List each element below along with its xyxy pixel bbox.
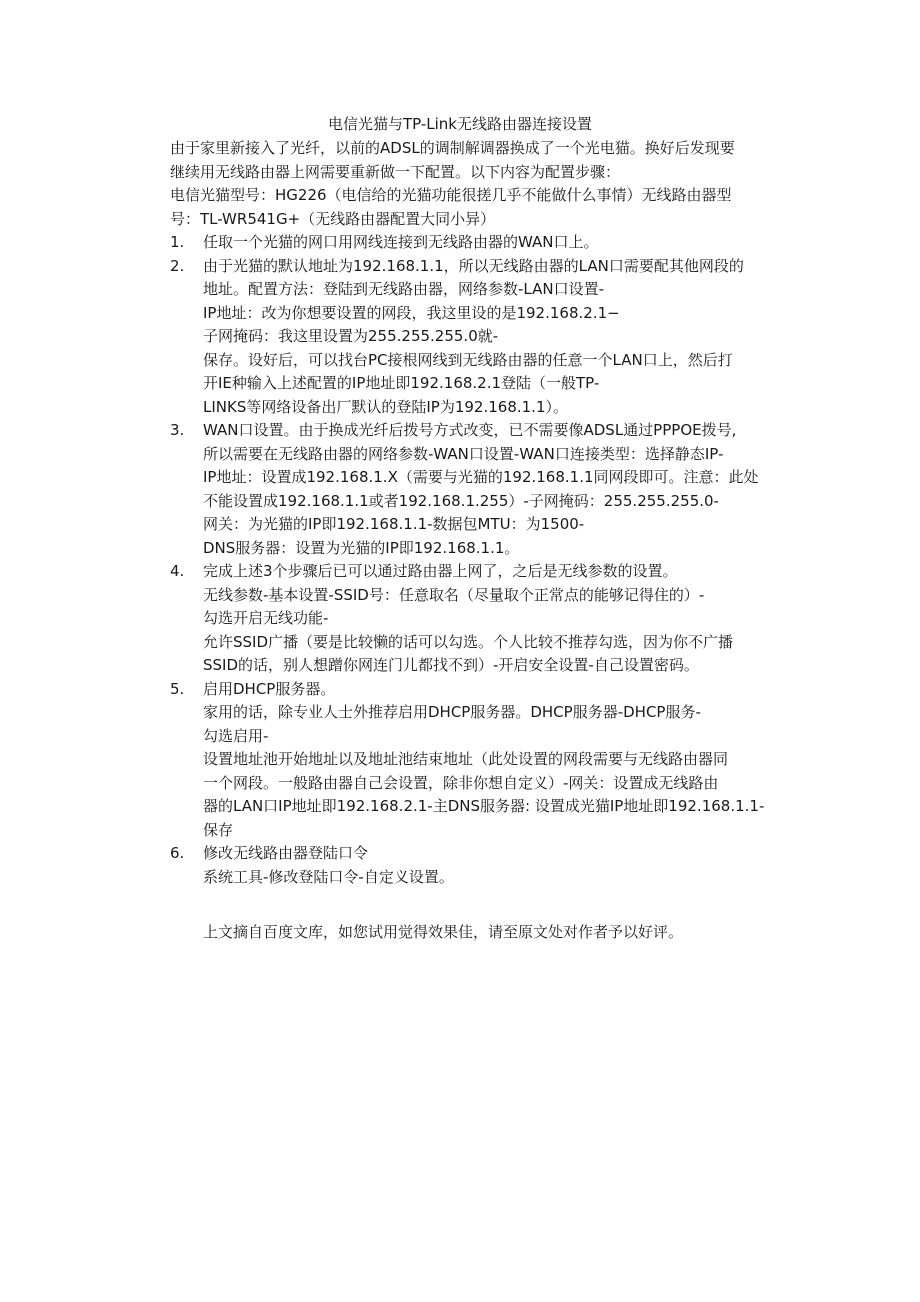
step-line: 地址。配置方法：登陆到无线路由器，网络参数-LAN口设置- bbox=[203, 280, 605, 298]
step-line: IP地址：设置成192.168.1.X（需要与光猫的192.168.1.1同网段即可。注意：此处 bbox=[203, 468, 759, 486]
step-line: SSID的话，别人想蹭你网连门儿都找不到）-开启安全设置-自己设置密码。 bbox=[203, 656, 699, 674]
step-line: 器的LAN口IP地址即192.168.2.1-主DNS服务器: 设置成光猫IP地址即192.168.1.1- bbox=[203, 797, 765, 815]
step-line: 无线参数-基本设置-SSID号：任意取名（尽量取个正常点的能够记得住的）- bbox=[203, 585, 705, 604]
intro-line: 电信光猫型号：HG226（电信给的光猫功能很搓几乎不能做什么事情）无线路由器型 bbox=[170, 186, 732, 204]
step-number: 2. bbox=[170, 256, 185, 275]
step-number: 5. bbox=[170, 679, 185, 698]
intro-line: 由于家里新接入了光纤，以前的ADSL的调制解调器换成了一个光电猫。换好后发现要 bbox=[170, 139, 735, 157]
step-line: 网关：为光猫的IP即192.168.1.1-数据包MTU：为1500- bbox=[203, 515, 585, 533]
step-line: 家用的话，除专业人士外推荐启用DHCP服务器。DHCP服务器-DHCP服务- bbox=[203, 703, 701, 721]
step-line: 不能设置成192.168.1.1或者192.168.1.255）-子网掩码：255.255.255.0- bbox=[203, 491, 719, 510]
step-line: 保存 bbox=[203, 820, 234, 839]
step-line: 设置地址池开始地址以及地址池结束地址（此处设置的网段需要与无线路由器同 bbox=[203, 750, 729, 768]
step-line: LINKS等网络设备出厂默认的登陆IP为192.168.1.1）。 bbox=[203, 397, 568, 416]
step-number: 3. bbox=[170, 421, 185, 439]
step-line: 开IE种输入上述配置的IP地址即192.168.2.1登陆（一般TP- bbox=[203, 374, 600, 392]
step-line: 所以需要在无线路由器的网络参数-WAN口设置-WAN口连接类型：选择静态IP- bbox=[203, 444, 724, 463]
step-line: 系统工具-修改登陆口令-自定义设置。 bbox=[203, 867, 454, 886]
step-line: 修改无线路由器登陆口令 bbox=[203, 844, 369, 862]
step-line: IP地址：改为你想要设置的网段，我这里设的是192.168.2.1− bbox=[203, 303, 620, 322]
step-line: 子网掩码：我这里设置为255.255.255.0就- bbox=[203, 327, 499, 345]
intro-line: 继续用无线路由器上网需要重新做一下配置。以下内容为配置步骤： bbox=[170, 162, 621, 181]
step-number: 4. bbox=[170, 562, 185, 580]
step-line: WAN口设置。由于换成光纤后拨号方式改变，已不需要像ADSL通过PPPOE拨号, bbox=[203, 421, 737, 439]
step-line: DNS服务器：设置为光猫的IP即192.168.1.1。 bbox=[203, 538, 520, 557]
step-line: 启用DHCP服务器。 bbox=[203, 679, 336, 698]
step-number: 1. bbox=[170, 233, 185, 251]
step-line: 任取一个光猫的网口用网线连接到无线路由器的WAN口上。 bbox=[203, 233, 599, 251]
step-line: 完成上述3个步骤后已可以通过路由器上网了，之后是无线参数的设置。 bbox=[203, 562, 678, 580]
step-line: 保存。设好后，可以找台PC接根网线到无线路由器的任意一个LAN口上，然后打 bbox=[203, 350, 733, 369]
step-line: 勾选开启无线功能- bbox=[203, 609, 329, 627]
footer-note: 上文摘自百度文库，如您试用觉得效果佳，请至原文处对作者予以好评。 bbox=[203, 922, 684, 941]
step-line: 勾选启用- bbox=[203, 726, 269, 745]
step-line: 一个网段。一般路由器自己会设置，除非你想自定义）-网关：设置成无线路由 bbox=[203, 773, 719, 792]
intro-line: 号：TL-WR541G+（无线路由器配置大同小异） bbox=[170, 209, 496, 228]
step-number: 6. bbox=[170, 844, 185, 862]
step-line: 允许SSID广播（要是比较懒的话可以勾选。个人比较不推荐勾选，因为你不广播 bbox=[203, 632, 734, 651]
document-title: 电信光猫与TP-Link无线路由器连接设置 bbox=[327, 115, 592, 133]
step-line: 由于光猫的默认地址为192.168.1.1，所以无线路由器的LAN口需要配其他网段的 bbox=[203, 256, 744, 275]
